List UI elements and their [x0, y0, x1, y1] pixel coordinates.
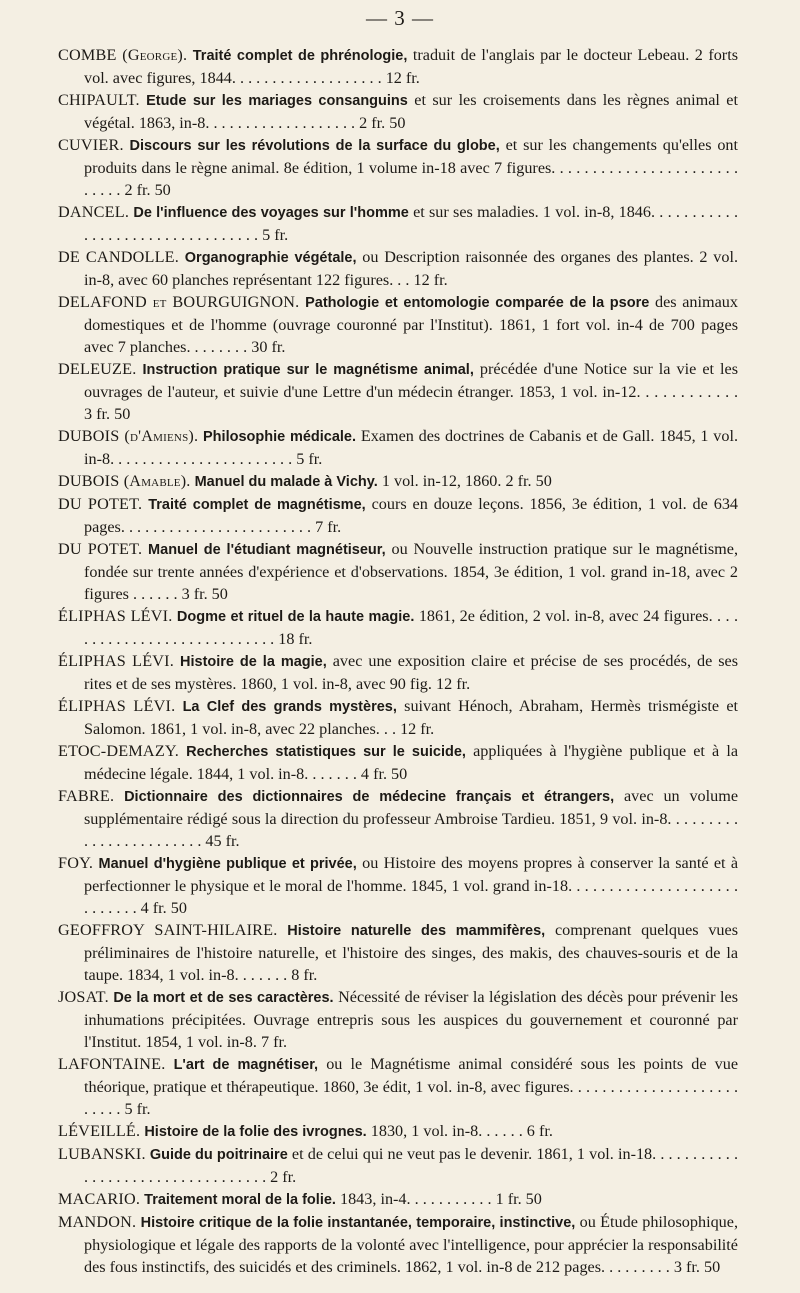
- entry-author: COMBE (George).: [58, 46, 188, 64]
- entry-price: 3 fr. 50: [673, 1258, 721, 1276]
- entry-description: ou Étude philosophique, physiologique et légale des rapports de la volonté avec l'intelligence, pour apprécier la responsabilité des fous instinctifs, des suicidés et des criminels. 1862, 1 vol. in-8 de 212 pages. . . . . . . . .: [84, 1213, 738, 1276]
- entry-title: Dictionnaire des dictionnaires de médecine français et étrangers,: [124, 789, 615, 805]
- entry-description: 1843, in-4. . . . . . . . . . .: [339, 1190, 492, 1208]
- entry-title: Traité complet de phrénologie,: [192, 48, 408, 64]
- entry-price: 2 fr. 50: [124, 181, 171, 199]
- catalog-entry: [58, 650, 738, 695]
- entry-author: DELEUZE.: [58, 360, 137, 378]
- entry-price: 8 fr.: [291, 966, 318, 984]
- catalog-entry: [58, 1120, 738, 1143]
- entry-author: FABRE.: [58, 787, 115, 805]
- entry-author: CHIPAULT.: [58, 91, 140, 109]
- entry-title: Manuel d'hygiène publique et privée,: [98, 856, 357, 872]
- entry-description: suivant Hénoch, Abraham, Hermès trismégiste et Salomon. 1861, 1 vol. in-8, avec 22 planches. . .: [84, 697, 739, 738]
- entry-price: 18 fr.: [278, 630, 313, 648]
- entry-title: Recherches statistiques sur le suicide,: [186, 744, 466, 760]
- entry-description: 1 vol. in-12, 1860.: [381, 472, 502, 490]
- entry-price: 12 fr.: [436, 675, 471, 693]
- entry-title: Dogme et rituel de la haute magie.: [176, 609, 415, 625]
- entry-author: DU POTET.: [58, 495, 143, 513]
- entry-title: Philosophie médicale.: [203, 429, 357, 445]
- entry-author: ÉLIPHAS LÉVI.: [58, 652, 175, 670]
- entry-price: 2 fr. 50: [359, 114, 406, 132]
- entry-description: avec un volume supplémentaire rédigé sous la direction du professeur Ambroise Tardieu. 1851, 9 vol. in-8. . . . . . . . . . . . . . . . . . . . . . . .: [84, 787, 739, 850]
- entry-title: Guide du poitrinaire: [149, 1147, 288, 1163]
- catalog-entry: [58, 470, 738, 493]
- entry-author: LÉVEILLÉ.: [58, 1122, 141, 1140]
- catalog-entry: [58, 201, 738, 246]
- entry-price: 5 fr.: [124, 1100, 151, 1118]
- entry-title: Manuel de l'étudiant magnétiseur,: [148, 542, 386, 558]
- entry-description: précédée d'une Notice sur la vie et les ouvrages de l'auteur, et suivie d'une Lettre d'un médecin étranger. 1853, 1 vol. in-12. . . . . . . . . . . .: [84, 360, 739, 401]
- catalog-entry: [58, 425, 738, 470]
- entry-title: De l'influence des voyages sur l'homme: [133, 205, 409, 221]
- entry-author: ETOC-DEMAZY.: [58, 742, 179, 760]
- entry-author: DE CANDOLLE.: [58, 248, 180, 266]
- entry-description: cours en douze leçons. 1856, 3e édition, 1 vol. de 634 pages. . . . . . . . . . . . . . . . . . . . . . . .: [84, 495, 739, 536]
- entry-author: DUBOIS (d'Amiens).: [58, 427, 199, 445]
- catalog-entry: [58, 493, 738, 538]
- entry-description: avec une exposition claire et précise de ses procédés, de ses rites et de ses mystères. 1860, 1 vol. in-8, avec 90 fig.: [84, 652, 739, 693]
- catalog-entry: [58, 785, 738, 852]
- page-number: — 3 —: [366, 6, 434, 30]
- entry-title: Discours sur les révolutions de la surface du globe,: [129, 138, 500, 154]
- entry-price: 12 fr.: [385, 69, 420, 87]
- entry-description: ou le Magnétisme animal considéré sous les points de vue théorique, pratique et thérapeutique. 1860, 3e édit, 1 vol. in-8, avec figures. . . . . . . . . . . . . . . . . . . . . . . . . .: [84, 1055, 739, 1118]
- entry-price: 12 fr.: [400, 720, 435, 738]
- entry-price: 30 fr.: [251, 338, 286, 356]
- entry-author: ÉLIPHAS LÉVI.: [58, 607, 173, 625]
- entry-author: LUBANSKI.: [58, 1145, 146, 1163]
- entry-description: ou Histoire des moyens propres à conserver la santé et à perfectionner le physique et le moral de l'homme. 1845, 1 vol. grand in-18. . . . . . . . . . . . . . . . . . . . . . . . . . . .: [84, 854, 739, 917]
- catalog-entry: [58, 740, 738, 785]
- entry-author: CUVIER.: [58, 136, 124, 154]
- entry-description: ou Description raisonnée des organes des plantes. 2 vol. in-8, avec 60 planches représentant 122 figures. . .: [84, 248, 739, 289]
- entry-price: 3 fr. 50: [181, 585, 228, 603]
- catalog-entry: [58, 538, 738, 605]
- entry-price: 2 fr. 50: [505, 472, 552, 490]
- entry-description: et de celui qui ne veut pas le devenir. 1861, 1 vol. in-18. . . . . . . . . . . . . . . . . . . . . . . . . . . . . . . . . .: [84, 1145, 739, 1186]
- catalog-entry: [58, 605, 738, 650]
- entry-author: DELAFOND et BOURGUIGNON.: [58, 293, 300, 311]
- entry-title: Histoire de la magie,: [180, 654, 327, 670]
- entry-title: Histoire naturelle des mammifères,: [287, 923, 546, 939]
- entry-author: GEOFFROY SAINT-HILAIRE.: [58, 921, 278, 939]
- catalog-entry: [58, 986, 738, 1053]
- entry-title: Histoire critique de la folie instantanée, temporaire, instinctive,: [140, 1215, 576, 1231]
- entry-price: 3 fr. 50: [84, 405, 131, 423]
- entry-description: des animaux domestiques et de l'homme (ouvrage couronné par l'Institut). 1861, 1 fort vol. in-4 de 700 pages avec 7 planches. . . . . . . .: [84, 293, 738, 356]
- entry-description: 1830, 1 vol. in-8. . . . . .: [370, 1122, 523, 1140]
- entry-description: et sur les croisements dans les règnes animal et végétal. 1863, in-8. . . . . . . . . . . . . . . . . . .: [84, 91, 738, 132]
- entry-description: traduit de l'anglais par le docteur Lebeau. 2 forts vol. avec figures, 1844. . . . . . . . . . . . . . . . . . .: [84, 46, 738, 87]
- catalog-list: [58, 44, 738, 1278]
- entry-price: 7 fr.: [260, 1033, 288, 1051]
- entry-author: DU POTET.: [58, 540, 143, 558]
- entry-price: 5 fr.: [262, 226, 289, 244]
- entry-author: JOSAT.: [58, 988, 109, 1006]
- catalog-entry: [58, 246, 738, 291]
- entry-title: Instruction pratique sur le magnétisme animal,: [142, 362, 474, 378]
- entry-title: De la mort et de ses caractères.: [113, 990, 334, 1006]
- entry-description: et sur les changements qu'elles ont produits dans le règne animal. 8e édition, 1 volume in-18 avec 7 figures. . . . . . . . . . . . . . . . . . . . . . . . . . . .: [84, 136, 739, 199]
- entry-description: Examen des doctrines de Cabanis et de Gall. 1845, 1 vol. in-8. . . . . . . . . . . . . . . . . . . . . . .: [84, 427, 739, 468]
- entry-author: DANCEL.: [58, 203, 130, 221]
- entry-title: Pathologie et entomologie comparée de la psore: [305, 295, 650, 311]
- entry-title: La Clef des grands mystères,: [182, 699, 397, 715]
- catalog-entry: [58, 852, 738, 919]
- entry-title: Traitement moral de la folie.: [144, 1192, 336, 1208]
- entry-price: 2 fr.: [270, 1168, 297, 1186]
- entry-author: ÉLIPHAS LÉVI.: [58, 697, 176, 715]
- catalog-entry: [58, 134, 738, 201]
- catalog-entry: [58, 358, 738, 425]
- entry-title: Etude sur les mariages consanguins: [146, 93, 408, 109]
- catalog-entry: [58, 695, 738, 740]
- catalog-entry: [58, 1143, 738, 1188]
- catalog-entry: [58, 44, 738, 89]
- entry-title: L'art de magnétiser,: [173, 1057, 319, 1073]
- entry-title: Traité complet de magnétisme,: [148, 497, 366, 513]
- catalog-entry: [58, 1188, 738, 1211]
- entry-price: 4 fr. 50: [360, 765, 408, 783]
- entry-title: Histoire de la folie des ivrognes.: [144, 1124, 367, 1140]
- entry-author: DUBOIS (Amable).: [58, 472, 191, 490]
- entry-description: 1861, 2e édition, 2 vol. in-8, avec 24 figures. . . . . . . . . . . . . . . . . . . . . . . . . . . .: [84, 607, 739, 648]
- entry-price: 12 fr.: [413, 271, 448, 289]
- entry-price: 4 fr. 50: [140, 899, 187, 917]
- entry-description: ou Nouvelle instruction pratique sur le magnétisme, fondée sur trente années d'expérience et d'observations. 1854, 3e édition, 1 vol. grand in-18, avec 2 figures . . . . . .: [84, 540, 738, 603]
- entry-price: 1 fr. 50: [495, 1190, 542, 1208]
- catalog-entry: [58, 1053, 738, 1120]
- entry-description: comprenant quelques vues préliminaires de l'histoire naturelle, et l'histoire des singes, des makis, des chauves-souris et de la taupe. 1834, 1 vol. in-8. . . . . . .: [84, 921, 738, 984]
- entry-author: MACARIO.: [58, 1190, 141, 1208]
- entry-description: Nécessité de réviser la législation des décès pour prévenir les inhumations précipitées. Ouvrage entrepris sous les auspices du gouvernement et couronné par l'Institut. 1854, 1 vol. in-8.: [84, 988, 739, 1051]
- entry-title: Organographie végétale,: [184, 250, 357, 266]
- entry-author: FOY.: [58, 854, 94, 872]
- entry-price: 5 fr.: [296, 450, 323, 468]
- entry-description: et sur ses maladies. 1 vol. in-8, 1846. . . . . . . . . . . . . . . . . . . . . . . . . . . . . . . . .: [84, 203, 739, 244]
- entry-price: 6 fr.: [526, 1122, 553, 1140]
- entry-author: LAFONTAINE.: [58, 1055, 166, 1073]
- catalog-entry: [58, 1211, 738, 1278]
- entry-description: appliquées à l'hygiène publique et à la médecine légale. 1844, 1 vol. in-8. . . . . . .: [84, 742, 739, 783]
- catalog-entry: [58, 919, 738, 986]
- catalog-entry: [58, 291, 738, 358]
- entry-author: MANDON.: [58, 1213, 137, 1231]
- catalog-entry: [58, 89, 738, 134]
- entry-price: 7 fr.: [315, 518, 342, 536]
- entry-title: Manuel du malade à Vichy.: [194, 474, 378, 490]
- entry-price: 45 fr.: [205, 832, 240, 850]
